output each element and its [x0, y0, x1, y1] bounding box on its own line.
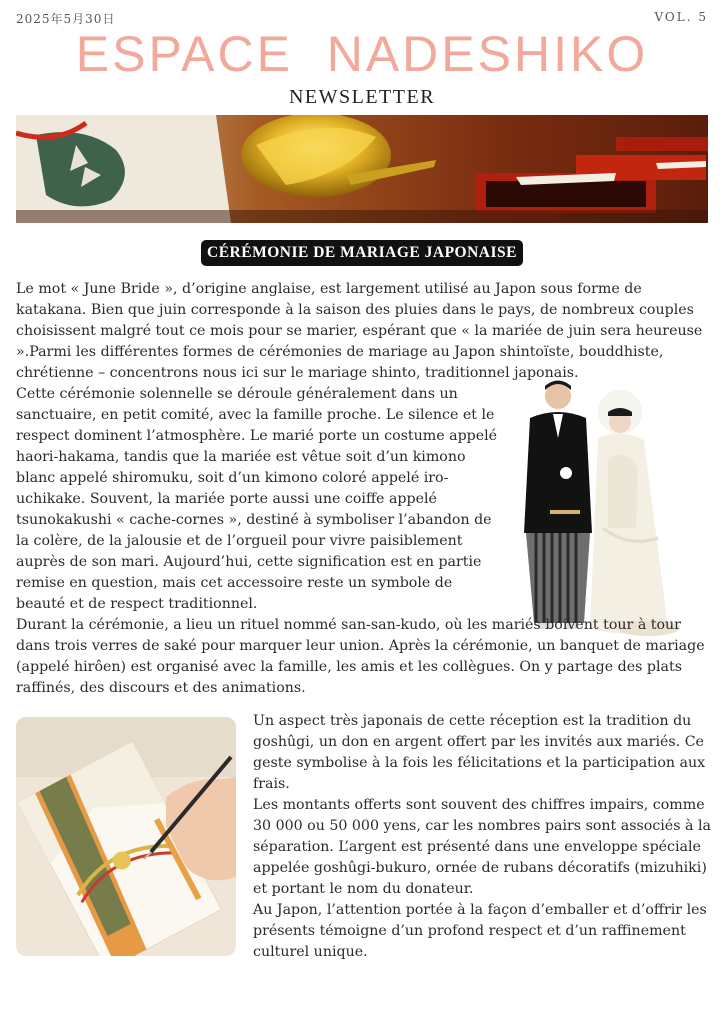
goshugi-envelope-photo — [16, 717, 236, 956]
ceremony-paragraph: Cette cérémonie solennelle se déroule généralement dans un sanctuaire, en petit comité, avec la famille proche. Le silence et le respect dominent l’atmosphère. Le marié porte un costume appelé haori-hakama, tandis que la mariée est vêtue soit d’un kimono blanc appelé shiromuku, soit d’un kimono coloré appelé iro-uchikake. Souvent, la mariée porte aussi une coiffe appelé tsunokakushi « cache-cornes », destiné à symboliser l’abandon de la colère, de la jalousie et de l’orgueil pour vivre paisiblement auprès de son mari. Aujourd’hui, cette signification est en partie remise en question, mais cet accessoire reste un symbole de beauté et de respect traditionnel. — [16, 386, 498, 612]
article-heading: CÉRÉMONIE DE MARIAGE JAPONAISE — [201, 240, 523, 266]
issue-date: 2025年5月30日 — [16, 12, 116, 26]
intro-paragraph: Le mot « June Bride », d’origine anglaise, est largement utilisé au Japon sous forme de katakana. Bien que juin corresponde à la saison des pluies dans le pays, de nombreux couples choisissent malgré tout ce mois pour se marier, espérant que « la mariée de juin sera heureuse ».Parmi les différentes formes de cérémonies de mariage au Japon shintoïste, bouddhiste, chrétienne – concentrons nous ici sur le mariage shinto, traditionnel japonais. — [16, 281, 703, 381]
volume-number: VOL. 5 — [654, 10, 708, 24]
wedding-couple-photo — [508, 378, 690, 643]
goshugi-paragraph: Un aspect très japonais de cette réception est la tradition du goshûgi, un don en argent offert par les invités aux mariés. Ce geste symbolise à la fois les félicitations et la participation aux frais. Les montants offerts sont souvent des chiffres impairs, comme 30 000 ou 50 000 yens, car les nombres pairs sont associés à la séparation. L’argent est présenté dans une enveloppe spéciale appelée goshûgi-bukuro, ornée de rubans décoratifs (mizuhiki) et portant le nom du donateur. Au Japon, l’attention portée à la façon d’emballer et d’offrir les présents témoigne d’un profond respect et d’un raffinement culturel unique. — [253, 713, 711, 960]
newsletter-subtitle: NEWSLETTER — [288, 86, 436, 108]
ritual-paragraph: Durant la cérémonie, a lieu un rituel nommé san-san-kudo, où les mariés boivent tour à tour dans trois verres de saké pour marquer leur union. Après la cérémonie, un banquet de mariage (appelé hirôen) est organisé avec la famille, les amis et les collègues. On y partage des plats raffinés, des discours et des animations. — [16, 617, 705, 696]
newsletter-title: ESPACE NADESHIKO — [75, 26, 649, 82]
banner-photo — [16, 115, 708, 223]
